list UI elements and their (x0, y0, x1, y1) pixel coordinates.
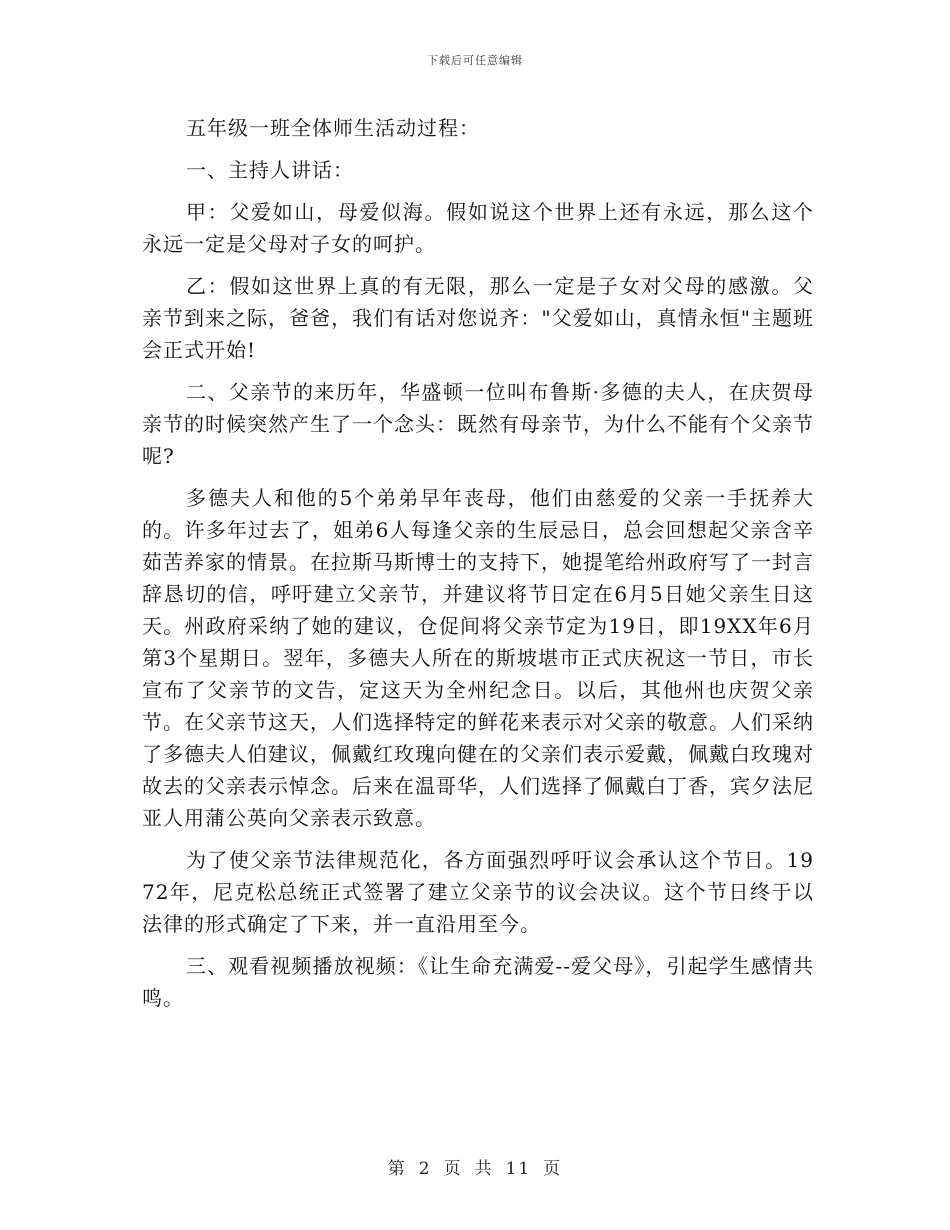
paragraph-legalization: 为了使父亲节法律规范化，各方面强烈呼吁议会承认这个节日。1972年，尼克松总统正式签署了建立父亲节的议会决议。这个节日终于以法律的形式确定了下来，并一直沿用至今。 (142, 848, 814, 936)
footer-total-label: 共 (474, 1159, 494, 1179)
footer-current-page: 2 (418, 1159, 432, 1179)
paragraph-host-b: 乙：假如这世界上真的有无限，那么一定是子女对父母的感激。父亲节到来之际，爸爸，我们有话对您说齐："父爱如山，真情永恒"主题班会正式开始! (142, 274, 814, 362)
page-header-note: 下载后可任意编辑 (427, 54, 523, 67)
footer-suffix: 页 (543, 1159, 563, 1179)
paragraph-origin-heading: 二、父亲节的来历年，华盛顿一位叫布鲁斯·多德的夫人，在庆贺母亲节的时候突然产生了一个念头：既然有母亲节，为什么不能有个父亲节呢? (142, 380, 814, 468)
document-body (142, 112, 814, 1024)
paragraph-host-speech-heading: 一、主持人讲话： (186, 158, 354, 182)
paragraph-activity-title: 五年级一班全体师生活动过程： (186, 116, 480, 140)
paragraph-host-a: 甲：父爱如山，母爱似海。假如说这个世界上还有永远，那么这个永远一定是父母对子女的呵护。 (142, 200, 814, 256)
paragraph-origin-story: 多德夫人和他的5个弟弟早年丧母，他们由慈爱的父亲一手抚养大的。许多年过去了，姐弟6人每逢父亲的生辰忌日，总会回想起父亲含辛茹苦养家的情景。在拉斯马斯博士的支持下，她提笔给州政府写了一封言辞恳切的信，呼吁建立父亲节，并建议将节日定在6月5日她父亲生日这天。州政府采纳了她的建议，仓促间将父亲节定为19日，即19XX年6月第3个星期日。翌年，多德夫人所在的斯坡堪市正式庆祝这一节日，市长宣布了父亲节的文告，定这天为全州纪念日。以后，其他州也庆贺父亲节。在父亲节这天，人们选择特定的鲜花来表示对父亲的敬意。人们采纳了多德夫人伯建议，佩戴红玫瑰向健在的父亲们表示爱戴，佩戴白玫瑰对故去的父亲表示悼念。后来在温哥华，人们选择了佩戴白丁香，宾夕法尼亚人用蒲公英向父亲表示致意。 (142, 486, 814, 830)
page-number-footer (0, 1154, 950, 1179)
paragraph-video-section: 三、观看视频播放视频：《让生命充满爱--爱父母》，引起学生感情共鸣。 (142, 954, 814, 1010)
footer-prefix: 第 (387, 1159, 407, 1179)
footer-total-pages: 11 (505, 1159, 532, 1179)
footer-page-word: 页 (443, 1159, 463, 1179)
